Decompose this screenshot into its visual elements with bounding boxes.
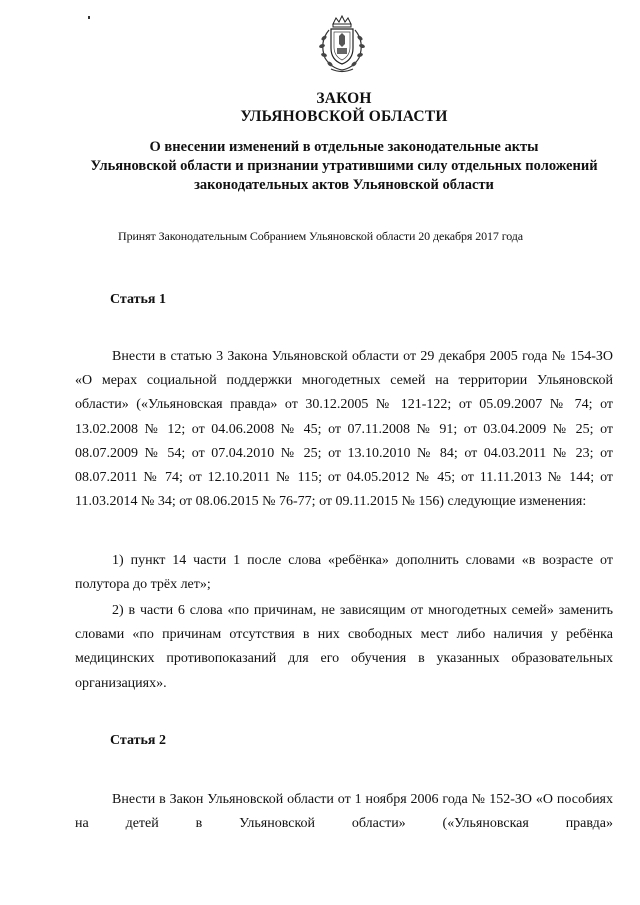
subtitle-line: законодательных актов Ульяновской области (194, 177, 494, 193)
article-1-item-1: 1) пункт 14 части 1 после слова «ребёнка» дополнить словами «в возрасте от полутора до трёх лет»; (75, 553, 613, 593)
article-2-heading: Статья 2 (110, 733, 166, 748)
law-region-title: УЛЬЯНОВСКОЙ ОБЛАСТИ (240, 108, 448, 125)
adoption-note: Принят Законодательным Собранием Ульяновской области 20 декабря 2017 года (118, 229, 524, 243)
article-2-intro: Внести в Закон Ульяновской области от 1 ноября 2006 года № 152-ЗО «О пособиях на детей в Ульяновской области» («Ульяновская правда» (75, 792, 613, 832)
law-title: ЗАКОН (316, 90, 372, 107)
subtitle-line: О внесении изменений в отдельные законодательные акты (149, 139, 539, 155)
law-subtitle (0, 138, 640, 195)
subtitle-line: Ульяновской области и признании утратившими силу отдельных положений (90, 158, 598, 174)
coat-of-arms-icon (311, 14, 373, 76)
scan-speck (88, 16, 90, 19)
article-1-intro: Внести в статью 3 Закона Ульяновской области от 29 декабря 2005 года № 154-ЗО «О мерах социальной поддержки многодетных семей на территории Ульяновской области» («Ульяновская правда» от 30.12.2005 № 121-122; от 05.09.2007 № 74; от 13.02.2008 № 12; от 04.06.2008 № 45; от 07.11.2008 № 91; от 03.04.2009 № 25; от 08.07.2009 № 54; от 07.04.2010 № 25; от 13.10.2010 № 84; от 04.03.2011 № 23; от 08.07.2011 № 74; от 12.10.2011 № 115; от 04.05.2012 № 45; от 11.11.2013 № 144; от 11.03.2014 № 34; от 08.06.2015 № 76-77; от 09.11.2015 № 156) следующие изменения: (75, 349, 613, 510)
article-1-item-2: 2) в части 6 слова «по причинам, не зависящим от многодетных семей» заменить словами «по причинам отсутствия в них свободных мест либо наличия у ребёнка медицинских противопоказаний для его обучения в указанных образовательных организациях». (75, 603, 613, 691)
article-1-heading: Статья 1 (110, 292, 166, 307)
